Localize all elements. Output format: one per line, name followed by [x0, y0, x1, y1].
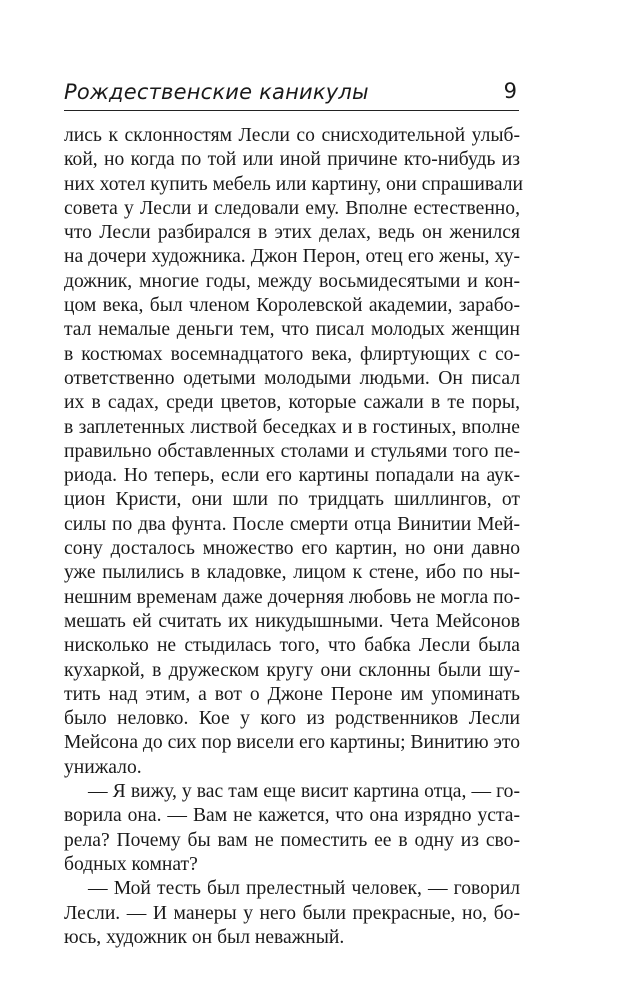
text-line: правильно обставленных столами и стульями того пе-: [64, 440, 520, 462]
text-line: их в садах, среди цветов, которые сажали в те поры,: [64, 392, 520, 414]
text-line: мешать ей считать их никудышными. Чета Мейсонов: [64, 610, 520, 632]
text-line: нисколько не стыдилась того, что бабка Лесли была: [64, 635, 520, 657]
text-line: ответственно одетыми молодыми людьми. Он писал: [64, 367, 520, 389]
text-line: дожник, многие годы, между восьмидесятыми и кон-: [64, 270, 520, 292]
text-line: кой, но когда по той или иной причине кто-нибудь из: [64, 149, 520, 171]
text-line: рела? Почему бы вам не поместить ее в одну из сво-: [64, 829, 520, 851]
text-line: юсь, художник он был неважный.: [64, 926, 345, 948]
paragraph-3: [64, 877, 520, 950]
text-line: Лесли. — И манеры у него были прекрасные, но, бо-: [64, 902, 520, 924]
text-line: в костюмах восемнадцатого века, флиртующих с со-: [64, 343, 520, 365]
text-line: — Я вижу, у вас там еще висит картина отца, — го-: [88, 781, 520, 803]
text-line: сону досталось множество его картин, но они давно: [64, 538, 520, 560]
paragraph-1: [64, 124, 524, 780]
text-line: — Мой тесть был прелестный человек, — говорил: [88, 878, 520, 900]
text-line: кухаркой, в дружеском кругу они склонны были шу-: [64, 659, 520, 681]
text-line: ворила она. — Вам не кажется, что она изрядно уста-: [64, 805, 520, 827]
text-line: лись к склонностям Лесли со снисходительной улыб-: [64, 125, 520, 146]
page-header: [64, 78, 519, 111]
text-line: тить над этим, а вот о Джоне Пероне им упоминать: [64, 683, 520, 705]
text-line: них хотел купить мебель или картину, они спрашивали: [64, 173, 524, 195]
text-line: Мейсона до сих пор висели его картины; Винитию это: [64, 732, 521, 754]
text-line: риода. Но теперь, если его картины попадали на аук-: [64, 465, 520, 487]
text-line: цион Кристи, они шли по тридцать шиллингов, от: [64, 489, 520, 511]
page-number: 9: [503, 79, 517, 103]
text-line: тал немалые деньги тем, что писал молодых женщин: [64, 319, 520, 341]
text-line: в заплетенных листвой беседках и в гостиных, вполне: [64, 416, 520, 438]
text-line: бодных комнат?: [64, 853, 198, 875]
text-line: на дочери художника. Джон Перон, отец его жены, ху-: [64, 246, 520, 268]
text-line: совета у Лесли и следовали ему. Вполне естественно,: [64, 197, 520, 219]
text-line: цом века, был членом Королевской академии, зарабо-: [64, 295, 520, 317]
text-line: унижало.: [64, 756, 142, 778]
text-line: что Лесли разбирался в этих делах, ведь он женился: [64, 222, 520, 244]
text-line: было неловко. Кое у кого из родственников Лесли: [64, 708, 520, 730]
text-line: нешним временам даже дочерняя любовь не могла по-: [64, 586, 520, 608]
body-text: [64, 124, 524, 950]
running-title: Рождественские каникулы: [64, 80, 369, 104]
text-line: силы по два фунта. После смерти отца Винитии Мей-: [64, 513, 520, 535]
paragraph-2: [64, 780, 520, 877]
text-line: уже пылились в кладовке, лицом к стене, ибо по ны-: [64, 562, 520, 584]
